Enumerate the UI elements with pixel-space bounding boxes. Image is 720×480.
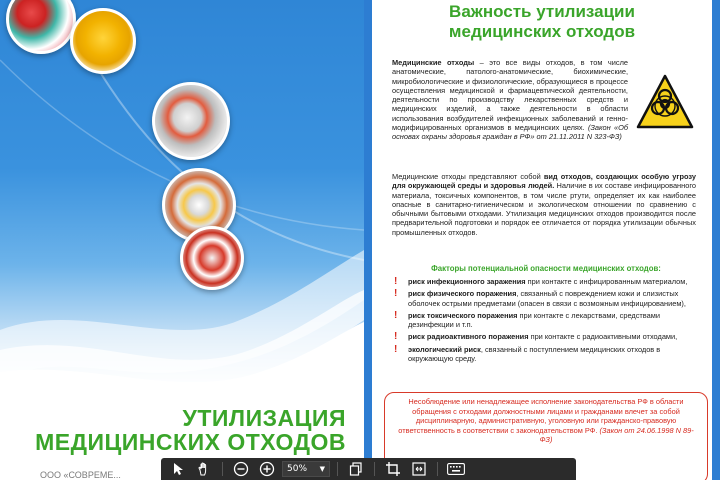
definition-text: – это все виды отходов, в том числе анатомические, патолого-анатомические, биохимические, микробиологические и физиологические, образующиеся в процессе осуществления медицинской и фармацевтической деятельности, деятельности по производству лекарственных средств и медицинских изделий, а также деятельности в области использования возбудителей инфекционных заболеваний и генно-модифицированных организмов в медицинских целях. [392,58,628,133]
chevron-down-icon: ▼ [319,465,325,473]
left-blue-band [364,0,372,480]
zoom-out-button[interactable] [230,459,252,479]
cursor-tool-button[interactable] [167,459,189,479]
threat-paragraph [392,172,696,237]
zoom-level-select[interactable] [282,461,330,477]
factors-list [394,277,694,366]
fit-icon [412,462,426,476]
exclamation-icon: ! [394,288,398,300]
definition-term: Медицинские отходы [392,58,475,67]
factor-label: риск токсического поражения [408,310,518,320]
pills-photo [152,82,230,160]
factor-label: риск инфекционного заражения [408,277,526,286]
factor-label: риск радиоактивного поражения [408,332,529,342]
cover-subtitle: ООО «СОВРЕМЕ... [40,470,121,480]
factor-label: экологический риск [408,344,481,354]
keyboard-icon [447,463,465,475]
copy-button[interactable] [345,459,367,479]
waste-container-photo [70,8,136,74]
biohazard-icon [636,74,694,130]
zoom-out-icon [233,461,249,477]
syringes-photo [180,226,244,290]
factors-title: Факторы потенциальной опасности медицинских отходов: [431,264,661,273]
hand-tool-button[interactable] [193,459,215,479]
copy-icon [349,462,363,476]
inner-heading [378,2,706,42]
factor-label: риск физического поражения [408,289,517,299]
inner-heading-line2: медицинских отходов [448,22,636,41]
legal-warning-text: Несоблюдение или ненадлежащее исполнение законодательства РФ в области обращения с отходами должностными лицами и гражданами влечет за собой дисциплинарную, административную, уголовную или гражданско-правовую ответственность в соответствии с законодательством РФ. [398,397,684,435]
threat-text-bold: вид отходов, создающих особую угрозу для окружающей среды и здоровья людей. [392,172,696,191]
cursor-icon [172,462,184,476]
factor-item [394,311,694,330]
cover-title [35,406,346,454]
cover-title-line2: МЕДИЦИНСКИХ ОТХОДОВ [35,429,346,455]
factor-text: при контакте с инфицированным материалом, [525,277,688,286]
brochure-inner-panel [364,0,720,480]
zoom-in-icon [259,461,275,477]
factor-item [394,332,694,341]
inner-heading-line1: Важность утилизации [449,2,635,21]
factor-text: при контакте с лекарствами, средствами дезинфекции и т.п. [408,310,660,330]
exclamation-icon: ! [394,276,398,287]
toolbar-separator [437,462,438,476]
crop-button[interactable] [382,459,404,479]
factor-text: , связанный с повреждением кожи и слизистых оболочек острыми предметами (опасен в связи с возможным инфицированием), [408,289,686,308]
toolbar-separator [374,462,375,476]
toolbar-separator [222,462,223,476]
definition-law-citation: (Закон «Об основах охраны здоровья граждан в РФ» от 21.11.2011 N 323-ФЗ) [392,123,628,142]
exclamation-icon: ! [394,331,398,343]
threat-text-rest: Наличие в их составе инфицированного материала, токсичных компонентов, в том числе ртути, определяет их как наиболее опасные в санитарно-гигиеническом и экологическом отношении по сравнению с обычными бытовыми отходами. Утилизация медицинских отходов производится после предварительной подготовки и порядок ее отличается от порядка утилизации обычных промышленных отходов. [392,181,696,237]
legal-warning-law: (Закон от 24.06.1998 N 89-ФЗ) [539,425,694,445]
exclamation-icon: ! [394,309,398,321]
fit-page-button[interactable] [408,459,430,479]
toolbar-separator [337,462,338,476]
viewer-toolbar [161,458,576,480]
threat-text-start: Медицинские отходы представляют собой [392,172,544,181]
exclamation-icon: ! [394,343,398,355]
zoom-level-value: 50% [287,464,308,474]
right-blue-band [712,0,720,480]
definition-paragraph [392,58,628,142]
cover-title-line1: УТИЛИЗАЦИЯ [182,405,346,431]
factor-item [394,277,694,286]
factor-item [394,289,694,308]
keyboard-button[interactable] [445,459,467,479]
factor-text: , связанный с поступлением медицинских отходов в окружающую среду. [408,344,661,364]
factor-text: при контакте с радиоактивными отходами, [528,332,678,342]
hand-icon [197,462,211,476]
crop-icon [386,462,400,476]
factor-item [394,345,694,364]
zoom-in-button[interactable] [256,459,278,479]
